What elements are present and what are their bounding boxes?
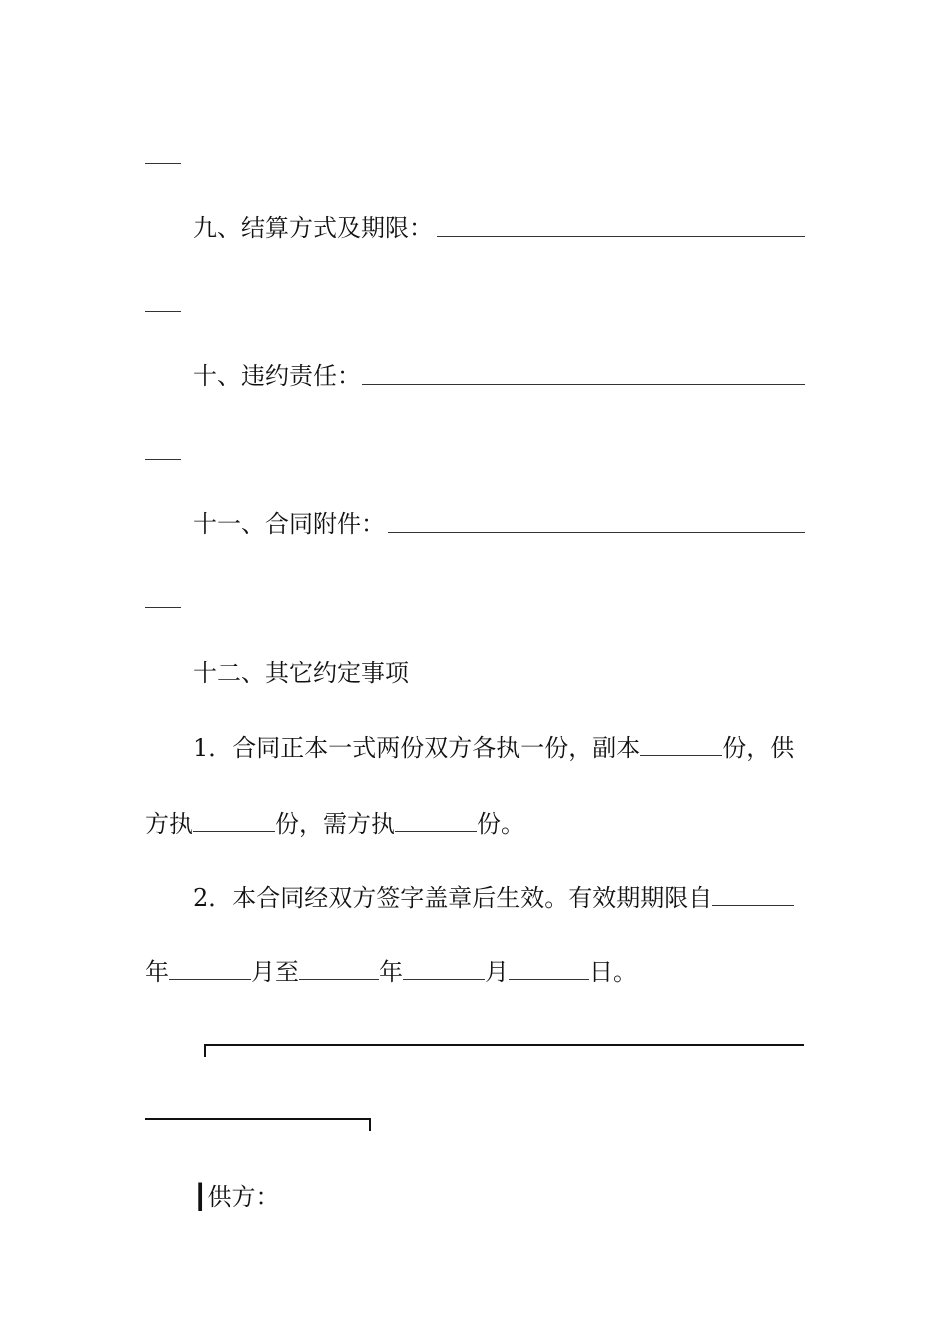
section-10-fill-continuation[interactable] bbox=[145, 459, 181, 460]
item-2-text-b: 年 bbox=[145, 958, 169, 986]
table-top-right-corner-vertical bbox=[369, 1118, 371, 1131]
start-year-blank[interactable] bbox=[712, 883, 794, 906]
item-2-text-e: 月 bbox=[485, 958, 509, 986]
section-11-fill-continuation[interactable] bbox=[145, 607, 181, 608]
buyer-copies-blank[interactable] bbox=[395, 809, 477, 832]
supplier-label: ┃供方： bbox=[193, 1183, 280, 1211]
item-2-text-c: 月至 bbox=[251, 958, 299, 986]
end-day-blank[interactable] bbox=[509, 957, 589, 980]
section-9-label: 九、结算方式及期限： bbox=[193, 214, 433, 242]
section-11-label: 十一、合同附件： bbox=[193, 510, 385, 538]
table-top-border bbox=[204, 1044, 804, 1046]
table-top-border-continuation bbox=[145, 1118, 371, 1120]
continuation-underline bbox=[145, 163, 181, 164]
section-12-heading: 十二、其它约定事项 bbox=[193, 659, 409, 687]
section-9-fill-line[interactable] bbox=[437, 236, 805, 237]
item-2-text-d: 年 bbox=[379, 958, 403, 986]
section-10-label: 十、违约责任： bbox=[193, 362, 361, 390]
section-11-fill-line[interactable] bbox=[388, 532, 805, 533]
item-2-text-a: 2．本合同经双方签字盖章后生效。有效期期限自 bbox=[193, 884, 713, 912]
item-1-text-a: 1．合同正本一式两份双方各执一份，副本 bbox=[193, 734, 641, 762]
end-month-blank[interactable] bbox=[403, 957, 485, 980]
item-1-text-d: 份，需方执 bbox=[275, 810, 395, 838]
end-year-blank[interactable] bbox=[299, 957, 379, 980]
section-12-item-2-line-2 bbox=[145, 956, 637, 988]
item-1-text-e: 份。 bbox=[477, 810, 525, 838]
item-1-text-b: 份，供 bbox=[722, 734, 795, 762]
section-9-fill-continuation[interactable] bbox=[145, 311, 181, 312]
copies-blank[interactable] bbox=[640, 733, 722, 756]
start-month-blank[interactable] bbox=[169, 957, 251, 980]
section-10-fill-line[interactable] bbox=[362, 384, 805, 385]
section-12-item-2-line-1 bbox=[193, 882, 794, 914]
supplier-copies-blank[interactable] bbox=[193, 809, 275, 832]
item-1-text-c: 方执 bbox=[145, 810, 193, 838]
section-12-item-1-line-1 bbox=[193, 732, 794, 764]
section-12-item-1-line-2 bbox=[145, 808, 525, 840]
item-2-text-f: 日。 bbox=[589, 958, 637, 986]
